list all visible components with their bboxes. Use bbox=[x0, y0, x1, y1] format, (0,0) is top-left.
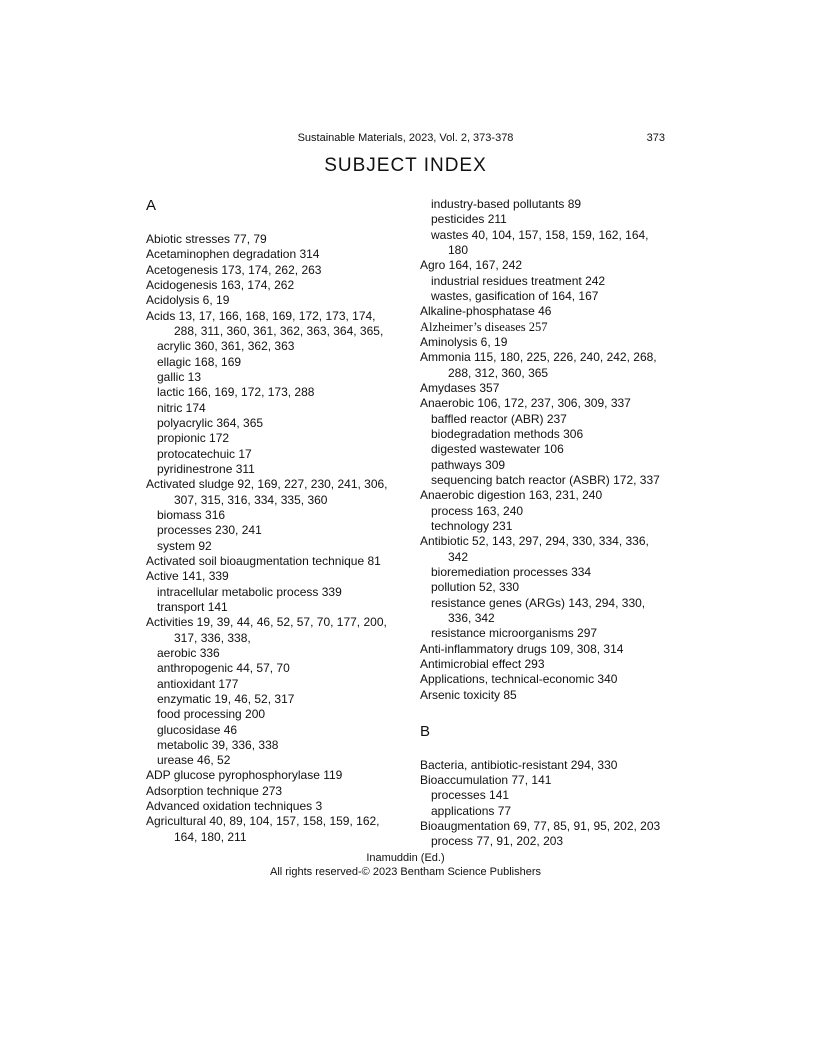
index-entry: Acids 13, 17, 166, 168, 169, 172, 173, 174, bbox=[146, 308, 376, 323]
index-entry: pesticides 211 bbox=[431, 212, 507, 227]
index-entry: urease 46, 52 bbox=[157, 753, 231, 768]
index-entry: digested wastewater 106 bbox=[431, 442, 564, 457]
index-entry: transport 141 bbox=[157, 599, 228, 614]
index-entry: industry-based pollutants 89 bbox=[431, 197, 582, 211]
index-entry: technology 231 bbox=[431, 518, 513, 533]
page-footer bbox=[146, 852, 665, 879]
index-entry: process 163, 240 bbox=[431, 503, 524, 518]
index-entry: Alkaline-phosphatase 46 bbox=[420, 304, 552, 319]
index-entry: Agricultural 40, 89, 104, 157, 158, 159, 162, bbox=[146, 814, 380, 829]
index-entry: industrial residues treatment 242 bbox=[431, 273, 606, 288]
index-entry: gallic 13 bbox=[157, 369, 202, 384]
index-entry: acrylic 360, 361, 362, 363 bbox=[157, 339, 295, 354]
index-entry: biodegradation methods 306 bbox=[431, 426, 584, 441]
index-entry: system 92 bbox=[157, 538, 212, 553]
index-entry: applications 77 bbox=[431, 803, 512, 818]
index-entry: 336, 342 bbox=[448, 610, 495, 625]
index-entry: Acetogenesis 173, 174, 262, 263 bbox=[146, 262, 322, 277]
index-entry: biomass 316 bbox=[157, 507, 226, 522]
index-entry: Bioaccumulation 77, 141 bbox=[420, 773, 552, 788]
index-entry: Activated sludge 92, 169, 227, 230, 241, 306, bbox=[146, 477, 388, 492]
index-entry: 288, 312, 360, 365 bbox=[448, 365, 549, 380]
index-entry: Alzheimer’s diseases 257 bbox=[420, 319, 548, 334]
index-entry: pollution 52, 330 bbox=[431, 580, 520, 595]
index-entry: baffled reactor (ABR) 237 bbox=[431, 411, 567, 426]
index-entry: metabolic 39, 336, 338 bbox=[157, 737, 279, 752]
index-entry: aerobic 336 bbox=[157, 645, 220, 660]
index-entry: Aminolysis 6, 19 bbox=[420, 334, 508, 349]
index-entry: Amydases 357 bbox=[420, 380, 500, 395]
index-entry: resistance genes (ARGs) 143, 294, 330, bbox=[431, 595, 646, 610]
index-entry: Acidogenesis 163, 174, 262 bbox=[146, 277, 295, 292]
index-entry: sequencing batch reactor (ASBR) 172, 337 bbox=[431, 472, 660, 487]
index-entry: wastes, gasification of 164, 167 bbox=[431, 288, 599, 303]
index-entry: 317, 336, 338, bbox=[174, 630, 251, 645]
index-entry: process 77, 91, 202, 203 bbox=[431, 834, 564, 849]
index-entry: Ammonia 115, 180, 225, 226, 240, 242, 268, bbox=[420, 350, 657, 365]
index-entry: ADP glucose pyrophosphorylase 119 bbox=[146, 768, 343, 783]
index-entry: 288, 311, 360, 361, 362, 363, 364, 365, bbox=[174, 323, 384, 338]
index-entry: 180 bbox=[448, 242, 469, 257]
index-entry: enzymatic 19, 46, 52, 317 bbox=[157, 691, 295, 706]
index-entry: Agro 164, 167, 242 bbox=[420, 258, 523, 273]
index-entry: food processing 200 bbox=[157, 707, 266, 722]
index-entry: Abiotic stresses 77, 79 bbox=[146, 232, 267, 246]
index-entry: Acetaminophen degradation 314 bbox=[146, 247, 320, 262]
index-entry: Active 141, 339 bbox=[146, 569, 229, 584]
index-entry: antioxidant 177 bbox=[157, 676, 239, 691]
index-entry: Adsorption technique 273 bbox=[146, 783, 283, 798]
index-entry: Anaerobic 106, 172, 237, 306, 309, 337 bbox=[420, 396, 631, 411]
index-entry: propionic 172 bbox=[157, 431, 230, 446]
index-entry: bioremediation processes 334 bbox=[431, 564, 592, 579]
index-entry: Anaerobic digestion 163, 231, 240 bbox=[420, 488, 603, 503]
running-header bbox=[146, 131, 665, 145]
index-entry: Arsenic toxicity 85 bbox=[420, 687, 517, 702]
index-entry: 342 bbox=[448, 549, 469, 564]
index-entry: protocatechuic 17 bbox=[157, 446, 252, 461]
index-entry: 307, 315, 316, 334, 335, 360 bbox=[174, 492, 328, 507]
section-heading-b: B bbox=[420, 722, 431, 740]
index-entry: anthropogenic 44, 57, 70 bbox=[157, 661, 290, 676]
footer-editor: Inamuddin (Ed.) bbox=[366, 852, 445, 864]
index-entry: pathways 309 bbox=[431, 457, 506, 472]
index-entry: resistance microorganisms 297 bbox=[431, 626, 598, 641]
index-column-right bbox=[420, 197, 668, 850]
index-entry: glucosidase 46 bbox=[157, 722, 238, 737]
index-entry: Bioaugmentation 69, 77, 85, 91, 95, 202, 203 bbox=[420, 819, 661, 834]
index-entry: Bacteria, antibiotic-resistant 294, 330 bbox=[420, 757, 618, 772]
page-number: 373 bbox=[646, 132, 665, 144]
journal-reference: Sustainable Materials, 2023, Vol. 2, 373-378 bbox=[297, 132, 514, 144]
index-entry: Applications, technical-economic 340 bbox=[420, 672, 618, 687]
index-entry: polyacrylic 364, 365 bbox=[157, 415, 264, 430]
index-entry: Anti-inflammatory drugs 109, 308, 314 bbox=[420, 641, 624, 656]
index-entry: lactic 166, 169, 172, 173, 288 bbox=[157, 385, 315, 400]
index-entry: processes 141 bbox=[431, 788, 510, 803]
index-entry: Acidolysis 6, 19 bbox=[146, 293, 230, 308]
index-entry: Activities 19, 39, 44, 46, 52, 57, 70, 177, 200, bbox=[146, 615, 387, 630]
index-entry: nitric 174 bbox=[157, 400, 206, 415]
index-entry: ellagic 168, 169 bbox=[157, 354, 242, 369]
index-entry: Antibiotic 52, 143, 297, 294, 330, 334, 336, bbox=[420, 534, 649, 549]
index-entry: processes 230, 241 bbox=[157, 523, 262, 538]
index-entry: 164, 180, 211 bbox=[174, 829, 247, 844]
index-entry: Advanced oxidation techniques 3 bbox=[146, 799, 323, 814]
index-column-left bbox=[146, 197, 418, 845]
index-entry: Antimicrobial effect 293 bbox=[420, 656, 545, 671]
index-entry: pyridinestrone 311 bbox=[157, 461, 255, 476]
footer-copyright: All rights reserved-© 2023 Bentham Science Publishers bbox=[269, 865, 541, 878]
index-entry: intracellular metabolic process 339 bbox=[157, 584, 342, 599]
page-title: SUBJECT INDEX bbox=[324, 155, 487, 176]
index-entry: wastes 40, 104, 157, 158, 159, 162, 164, bbox=[431, 227, 649, 242]
section-heading-a: A bbox=[146, 197, 157, 214]
index-entry: Activated soil bioaugmentation technique 81 bbox=[146, 553, 381, 568]
